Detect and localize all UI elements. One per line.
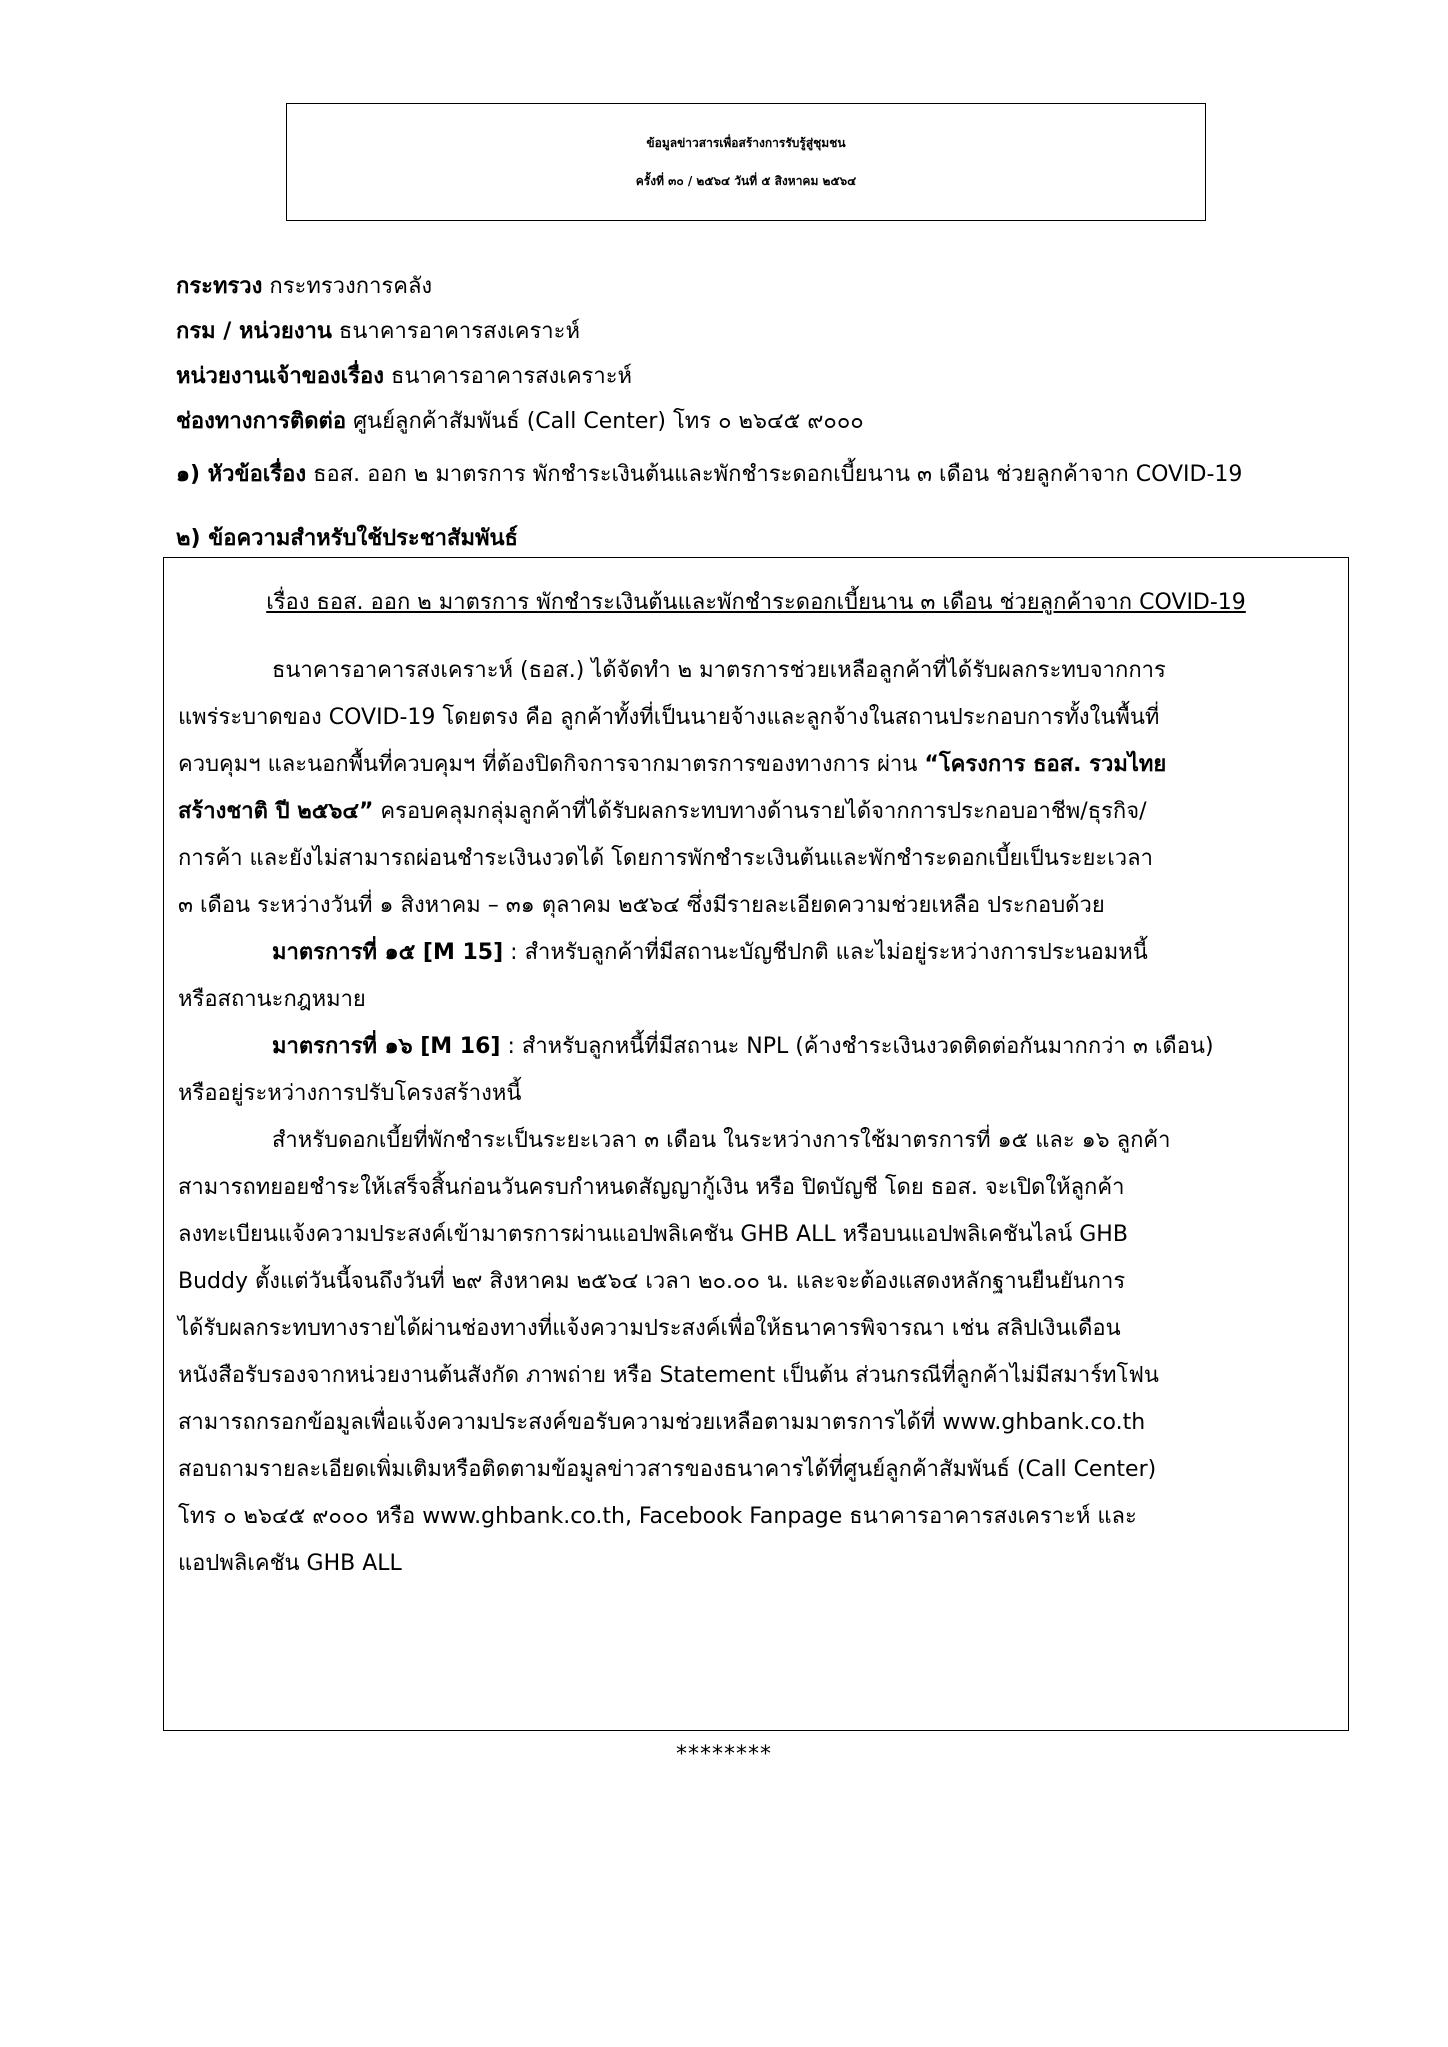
section-topic-label: ๑) หัวข้อเรื่อง (176, 462, 307, 487)
meta-department-label: กรม / หน่วยงาน (176, 319, 332, 344)
paragraph-line: สามารถกรอกข้อมูลเพื่อแจ้งความประสงค์ขอรับความช่วยเหลือตามมาตรการได้ที่ www.ghbank.co.th (178, 1410, 1146, 1435)
document-issue-line: ครั้งที่ ๓๐ / ๒๕๖๔ วันที่ ๕ สิงหาคม ๒๕๖๔ (635, 174, 857, 188)
paragraph-line: สอบถามรายละเอียดเพิ่มเติมหรือติดตามข้อมูลข่าวสารของธนาคารได้ที่ศูนย์ลูกค้าสัมพันธ์ (Call Center) (178, 1457, 1157, 1482)
meta-owner-label: หน่วยงานเจ้าของเรื่อง (176, 364, 384, 389)
meta-owner-value: ธนาคารอาคารสงเคราะห์ (390, 364, 633, 389)
measure-16-text: : สำหรับลูกหนี้ที่มีสถานะ NPL (ค้างชำระเงินงวดติดต่อกันมากกว่า ๓ เดือน) (507, 1034, 1214, 1059)
project-name-bold: “โครงการ ธอส. รวมไทย (924, 752, 1167, 777)
document-title-box (286, 103, 1206, 221)
paragraph-line: สำหรับดอกเบี้ยที่พักชำระเป็นระยะเวลา ๓ เดือน ในระหว่างการใช้มาตรการที่ ๑๕ และ ๑๖ ลูกค้า (272, 1128, 1171, 1153)
paragraph-line: แพร่ระบาดของ COVID-19 โดยตรง คือ ลูกค้าทั้งที่เป็นนายจ้างและลูกจ้างในสถานประกอบการทั้งในพื้นที่ (178, 705, 1160, 730)
paragraph-line: ธนาคารอาคารสงเคราะห์ (ธอส.) ได้จัดทำ ๒ มาตรการช่วยเหลือลูกค้าที่ได้รับผลกระทบจากการ (272, 658, 1166, 683)
paragraph-line: ๓ เดือน ระหว่างวันที่ ๑ สิงหาคม – ๓๑ ตุลาคม ๒๕๖๔ ซึ่งมีรายละเอียดความช่วยเหลือ ประกอบด้วย (178, 893, 1105, 918)
meta-contact-value: ศูนย์ลูกค้าสัมพันธ์ (Call Center) โทร ๐ ๒๖๔๕ ๙๐๐๐ (353, 409, 864, 434)
section-pr-message (176, 520, 518, 555)
section-pr-label: ๒) ข้อความสำหรับใช้ประชาสัมพันธ์ (176, 526, 518, 551)
meta-ministry-value: กระทรวงการคลัง (269, 274, 433, 299)
project-name-bold-cont: สร้างชาติ ปี ๒๕๖๔” (178, 799, 374, 824)
section-topic-value: ธอส. ออก ๒ มาตรการ พักชำระเงินต้นและพักชำระดอกเบี้ยนาน ๓ เดือน ช่วยลูกค้าจาก COVID-19 (313, 462, 1243, 487)
measure-16-label: มาตรการที่ ๑๖ [M 16] (272, 1034, 501, 1059)
paragraph-line: Buddy ตั้งแต่วันนี้จนถึงวันที่ ๒๙ สิงหาคม ๒๕๖๔ เวลา ๒๐.๐๐ น. และจะต้องแสดงหลักฐานยืนยันการ (178, 1269, 1126, 1294)
paragraph-line: หรือสถานะกฎหมาย (178, 987, 366, 1012)
paragraph-line (178, 746, 1166, 781)
meta-contact-label: ช่องทางการติดต่อ (176, 409, 347, 434)
document-title: ข้อมูลข่าวสารเพื่อสร้างการรับรู้สู่ชุมชน (646, 136, 846, 150)
measure-15-label: มาตรการที่ ๑๕ [M 15] (272, 940, 504, 965)
measure-15 (272, 934, 1148, 969)
paragraph-line: หรืออยู่ระหว่างการปรับโครงสร้างหนี้ (178, 1081, 522, 1106)
pr-message-box (163, 557, 1349, 1731)
meta-department (176, 313, 580, 348)
paragraph-line: หนังสือรับรองจากหน่วยงานต้นสังกัด ภาพถ่าย หรือ Statement เป็นต้น ส่วนกรณีที่ลูกค้าไม่มีสมาร์ทโฟน (178, 1363, 1159, 1388)
meta-owner (176, 358, 632, 393)
meta-contact (176, 403, 864, 438)
meta-ministry-label: กระทรวง (176, 274, 263, 299)
measure-16 (272, 1028, 1214, 1063)
measure-15-text: : สำหรับลูกค้าที่มีสถานะบัญชีปกติ และไม่อยู่ระหว่างการประนอมหนี้ (510, 940, 1148, 965)
paragraph-text: ครอบคลุมกลุ่มลูกค้าที่ได้รับผลกระทบทางด้านรายได้จากการประกอบอาชีพ/ธุรกิจ/ (380, 799, 1147, 824)
pr-subject: เรื่อง ธอส. ออก ๒ มาตรการ พักชำระเงินต้นและพักชำระดอกเบี้ยนาน ๓ เดือน ช่วยลูกค้าจาก COVID-19 (266, 590, 1246, 615)
paragraph-line: สามารถทยอยชำระให้เสร็จสิ้นก่อนวันครบกำหนดสัญญากู้เงิน หรือ ปิดบัญชี โดย ธอส. จะเปิดให้ลูกค้า (178, 1175, 1125, 1200)
paragraph-line: แอปพลิเคชัน GHB ALL (178, 1551, 402, 1576)
paragraph-line: ได้รับผลกระทบทางรายได้ผ่านช่องทางที่แจ้งความประสงค์เพื่อให้ธนาคารพิจารณา เช่น สลิปเงินเดือน (178, 1316, 1121, 1341)
meta-department-value: ธนาคารอาคารสงเคราะห์ (338, 319, 580, 344)
meta-ministry (176, 268, 432, 303)
paragraph-text: ควบคุมฯ และนอกพื้นที่ควบคุมฯ ที่ต้องปิดกิจการจากมาตรการของทางการ ผ่าน (178, 752, 918, 777)
paragraph-line: ลงทะเบียนแจ้งความประสงค์เข้ามาตรการผ่านแอปพลิเคชัน GHB ALL หรือบนแอปพลิเคชันไลน์ GHB (178, 1222, 1128, 1247)
paragraph-line: โทร ๐ ๒๖๔๕ ๙๐๐๐ หรือ www.ghbank.co.th, Facebook Fanpage ธนาคารอาคารสงเคราะห์ และ (178, 1504, 1137, 1529)
paragraph-line: การค้า และยังไม่สามารถผ่อนชำระเงินงวดได้ โดยการพักชำระเงินต้นและพักชำระดอกเบี้ยเป็นระยะเวลา (178, 846, 1153, 871)
paragraph-line (178, 793, 1147, 828)
section-topic (176, 456, 1242, 491)
end-marker: ******** (676, 1742, 772, 1767)
